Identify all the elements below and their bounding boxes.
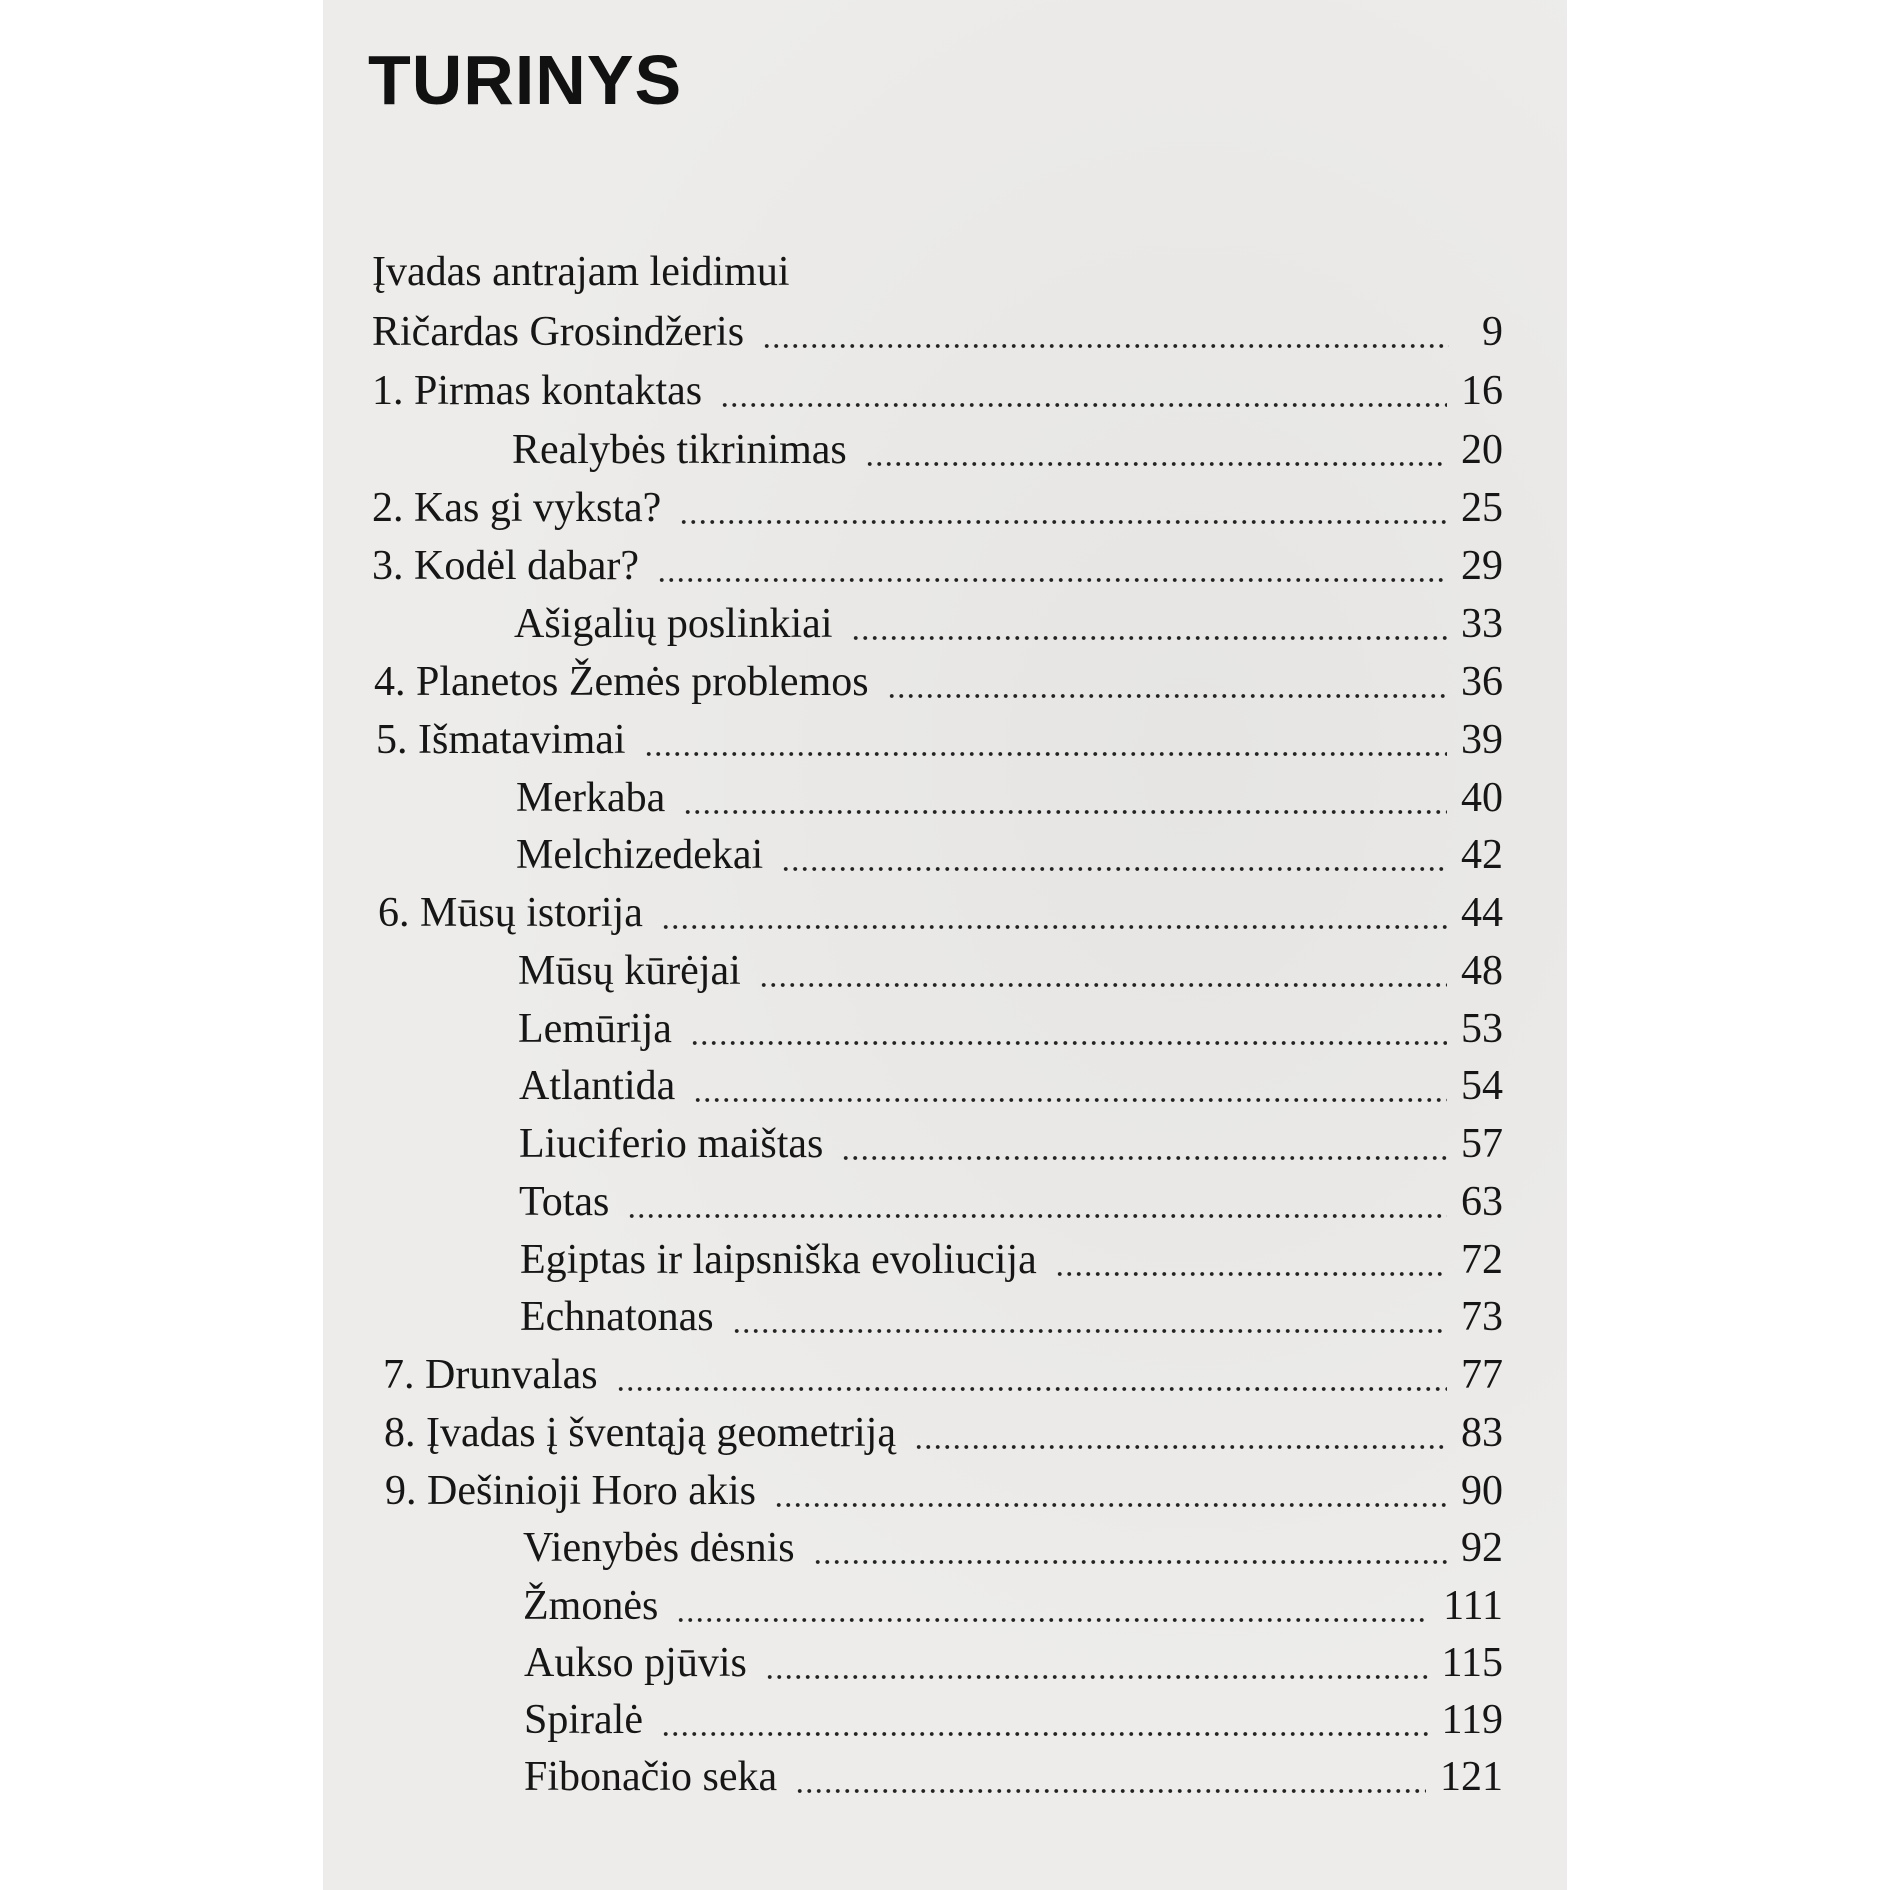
- toc-entry-label: 4. Planetos Žemės problemos: [374, 659, 869, 705]
- toc-entry: [372, 303, 1503, 361]
- toc-entry-label: Realybės tikrinimas: [512, 427, 847, 473]
- dot-leader: [690, 1038, 1447, 1048]
- toc-entry-label: Spiralė: [524, 1697, 643, 1743]
- table-of-contents: [323, 0, 1567, 1890]
- toc-entry-page-number: 77: [1461, 1352, 1503, 1398]
- toc-entry: [520, 1288, 1503, 1346]
- dot-leader: [865, 459, 1447, 469]
- dot-leader: [887, 691, 1447, 701]
- toc-entry-label: Liuciferio maištas: [519, 1121, 824, 1167]
- toc-entry-page-number: 63: [1461, 1179, 1503, 1225]
- toc-entry-label: Fibonačio seka: [524, 1754, 778, 1800]
- toc-entry-label: Echnatonas: [520, 1294, 714, 1340]
- toc-entry-page-number: 42: [1461, 832, 1503, 878]
- toc-entry: [378, 884, 1503, 942]
- toc-entry: [523, 1519, 1503, 1577]
- toc-entry: [519, 1115, 1503, 1173]
- toc-entry: [374, 653, 1503, 711]
- toc-entry-label: Mūsų kūrėjai: [518, 948, 741, 994]
- dot-leader: [657, 575, 1447, 585]
- toc-entry-label: Merkaba: [516, 775, 666, 821]
- toc-intro-line: Įvadas antrajam leidimui: [372, 249, 790, 295]
- dot-leader: [781, 864, 1447, 874]
- toc-entry: [372, 537, 1503, 595]
- toc-entry: [514, 595, 1503, 653]
- toc-entry-label: 3. Kodėl dabar?: [372, 543, 640, 589]
- dot-leader: [693, 1095, 1447, 1105]
- toc-entry-label: Žmonės: [523, 1583, 659, 1629]
- toc-entry: [372, 479, 1503, 537]
- page-title: TURINYS: [368, 41, 683, 119]
- dot-leader: [762, 341, 1449, 351]
- toc-entry-page-number: 9: [1482, 309, 1503, 355]
- toc-entry-page-number: 33: [1461, 601, 1503, 647]
- toc-entry: [518, 1000, 1503, 1058]
- toc-entry-label: Ašigalių poslinkiai: [514, 601, 833, 647]
- dot-leader: [720, 400, 1447, 410]
- toc-entry: [519, 1057, 1503, 1115]
- toc-entry-page-number: 121: [1440, 1754, 1503, 1800]
- toc-entry-page-number: 111: [1443, 1583, 1503, 1629]
- dot-leader: [765, 1672, 1428, 1682]
- toc-entry-page-number: 54: [1461, 1063, 1503, 1109]
- toc-entry-label: Egiptas ir laipsniška evoliucija: [520, 1237, 1037, 1283]
- toc-entry-label: 2. Kas gi vyksta?: [372, 485, 662, 531]
- toc-entry: [518, 942, 1503, 1000]
- toc-entry-page-number: 83: [1461, 1410, 1503, 1456]
- toc-entry: [524, 1634, 1503, 1692]
- toc-entry: [519, 1173, 1503, 1231]
- toc-entry-label: Lemūrija: [518, 1006, 672, 1052]
- toc-entry-label: 8. Įvadas į šventąją geometriją: [384, 1410, 896, 1456]
- toc-entry-page-number: 48: [1461, 948, 1503, 994]
- toc-entry: [524, 1691, 1503, 1749]
- dot-leader: [841, 1153, 1447, 1163]
- toc-entry: [523, 1577, 1503, 1635]
- toc-entry-page-number: 40: [1461, 775, 1503, 821]
- toc-entry-page-number: 73: [1461, 1294, 1503, 1340]
- dot-leader: [627, 1211, 1447, 1221]
- dot-leader: [914, 1442, 1447, 1452]
- toc-entry-page-number: 20: [1461, 427, 1503, 473]
- dot-leader: [679, 517, 1447, 527]
- toc-entry-label: Ričardas Grosindžeris: [372, 309, 745, 355]
- toc-entry-label: 7. Drunvalas: [383, 1352, 598, 1398]
- toc-entry: [516, 769, 1503, 827]
- book-page: [323, 0, 1567, 1890]
- toc-entry-label: 6. Mūsų istorija: [378, 890, 643, 936]
- toc-entry-page-number: 25: [1461, 485, 1503, 531]
- toc-entry: [376, 711, 1503, 769]
- dot-leader: [644, 749, 1447, 759]
- toc-entry-label: Atlantida: [519, 1063, 676, 1109]
- toc-entry-label: Vienybės dėsnis: [523, 1525, 795, 1571]
- dot-leader: [1055, 1269, 1447, 1279]
- dot-leader: [683, 807, 1447, 817]
- toc-entry-page-number: 90: [1461, 1468, 1503, 1514]
- dot-leader: [759, 980, 1447, 990]
- dot-leader: [661, 1729, 1428, 1739]
- dot-leader: [813, 1557, 1447, 1567]
- toc-entry-page-number: 115: [1441, 1640, 1503, 1686]
- toc-entry: [383, 1346, 1503, 1404]
- toc-entry: [385, 1462, 1503, 1520]
- toc-entry-label: 9. Dešinioji Horo akis: [385, 1468, 756, 1514]
- toc-entry: [516, 826, 1503, 884]
- dot-leader: [732, 1326, 1447, 1336]
- toc-entry-label: 1. Pirmas kontaktas: [372, 368, 703, 414]
- dot-leader: [676, 1615, 1429, 1625]
- dot-leader: [851, 633, 1448, 643]
- toc-entry: [384, 1404, 1503, 1462]
- toc-entry-page-number: 36: [1461, 659, 1503, 705]
- toc-entry-page-number: 92: [1461, 1525, 1503, 1571]
- toc-entry: [520, 1231, 1503, 1289]
- dot-leader: [616, 1384, 1447, 1394]
- toc-entry-label: Melchizedekai: [516, 832, 764, 878]
- toc-entry: [372, 362, 1503, 420]
- dot-leader: [661, 922, 1447, 932]
- toc-entry-page-number: 39: [1461, 717, 1503, 763]
- toc-entry: [524, 1748, 1503, 1806]
- toc-entry-label: Totas: [519, 1179, 610, 1225]
- toc-entry: [512, 421, 1503, 479]
- toc-entry-page-number: 16: [1461, 368, 1503, 414]
- toc-entry-page-number: 72: [1461, 1237, 1503, 1283]
- toc-entry-page-number: 53: [1461, 1006, 1503, 1052]
- toc-entry-label: 5. Išmatavimai: [376, 717, 626, 763]
- toc-entry-page-number: 29: [1461, 543, 1503, 589]
- toc-entry-page-number: 44: [1461, 890, 1503, 936]
- dot-leader: [774, 1500, 1447, 1510]
- toc-entry-label: Aukso pjūvis: [524, 1640, 747, 1686]
- toc-entry-page-number: 119: [1441, 1697, 1503, 1743]
- dot-leader: [795, 1786, 1426, 1796]
- toc-entry-page-number: 57: [1461, 1121, 1503, 1167]
